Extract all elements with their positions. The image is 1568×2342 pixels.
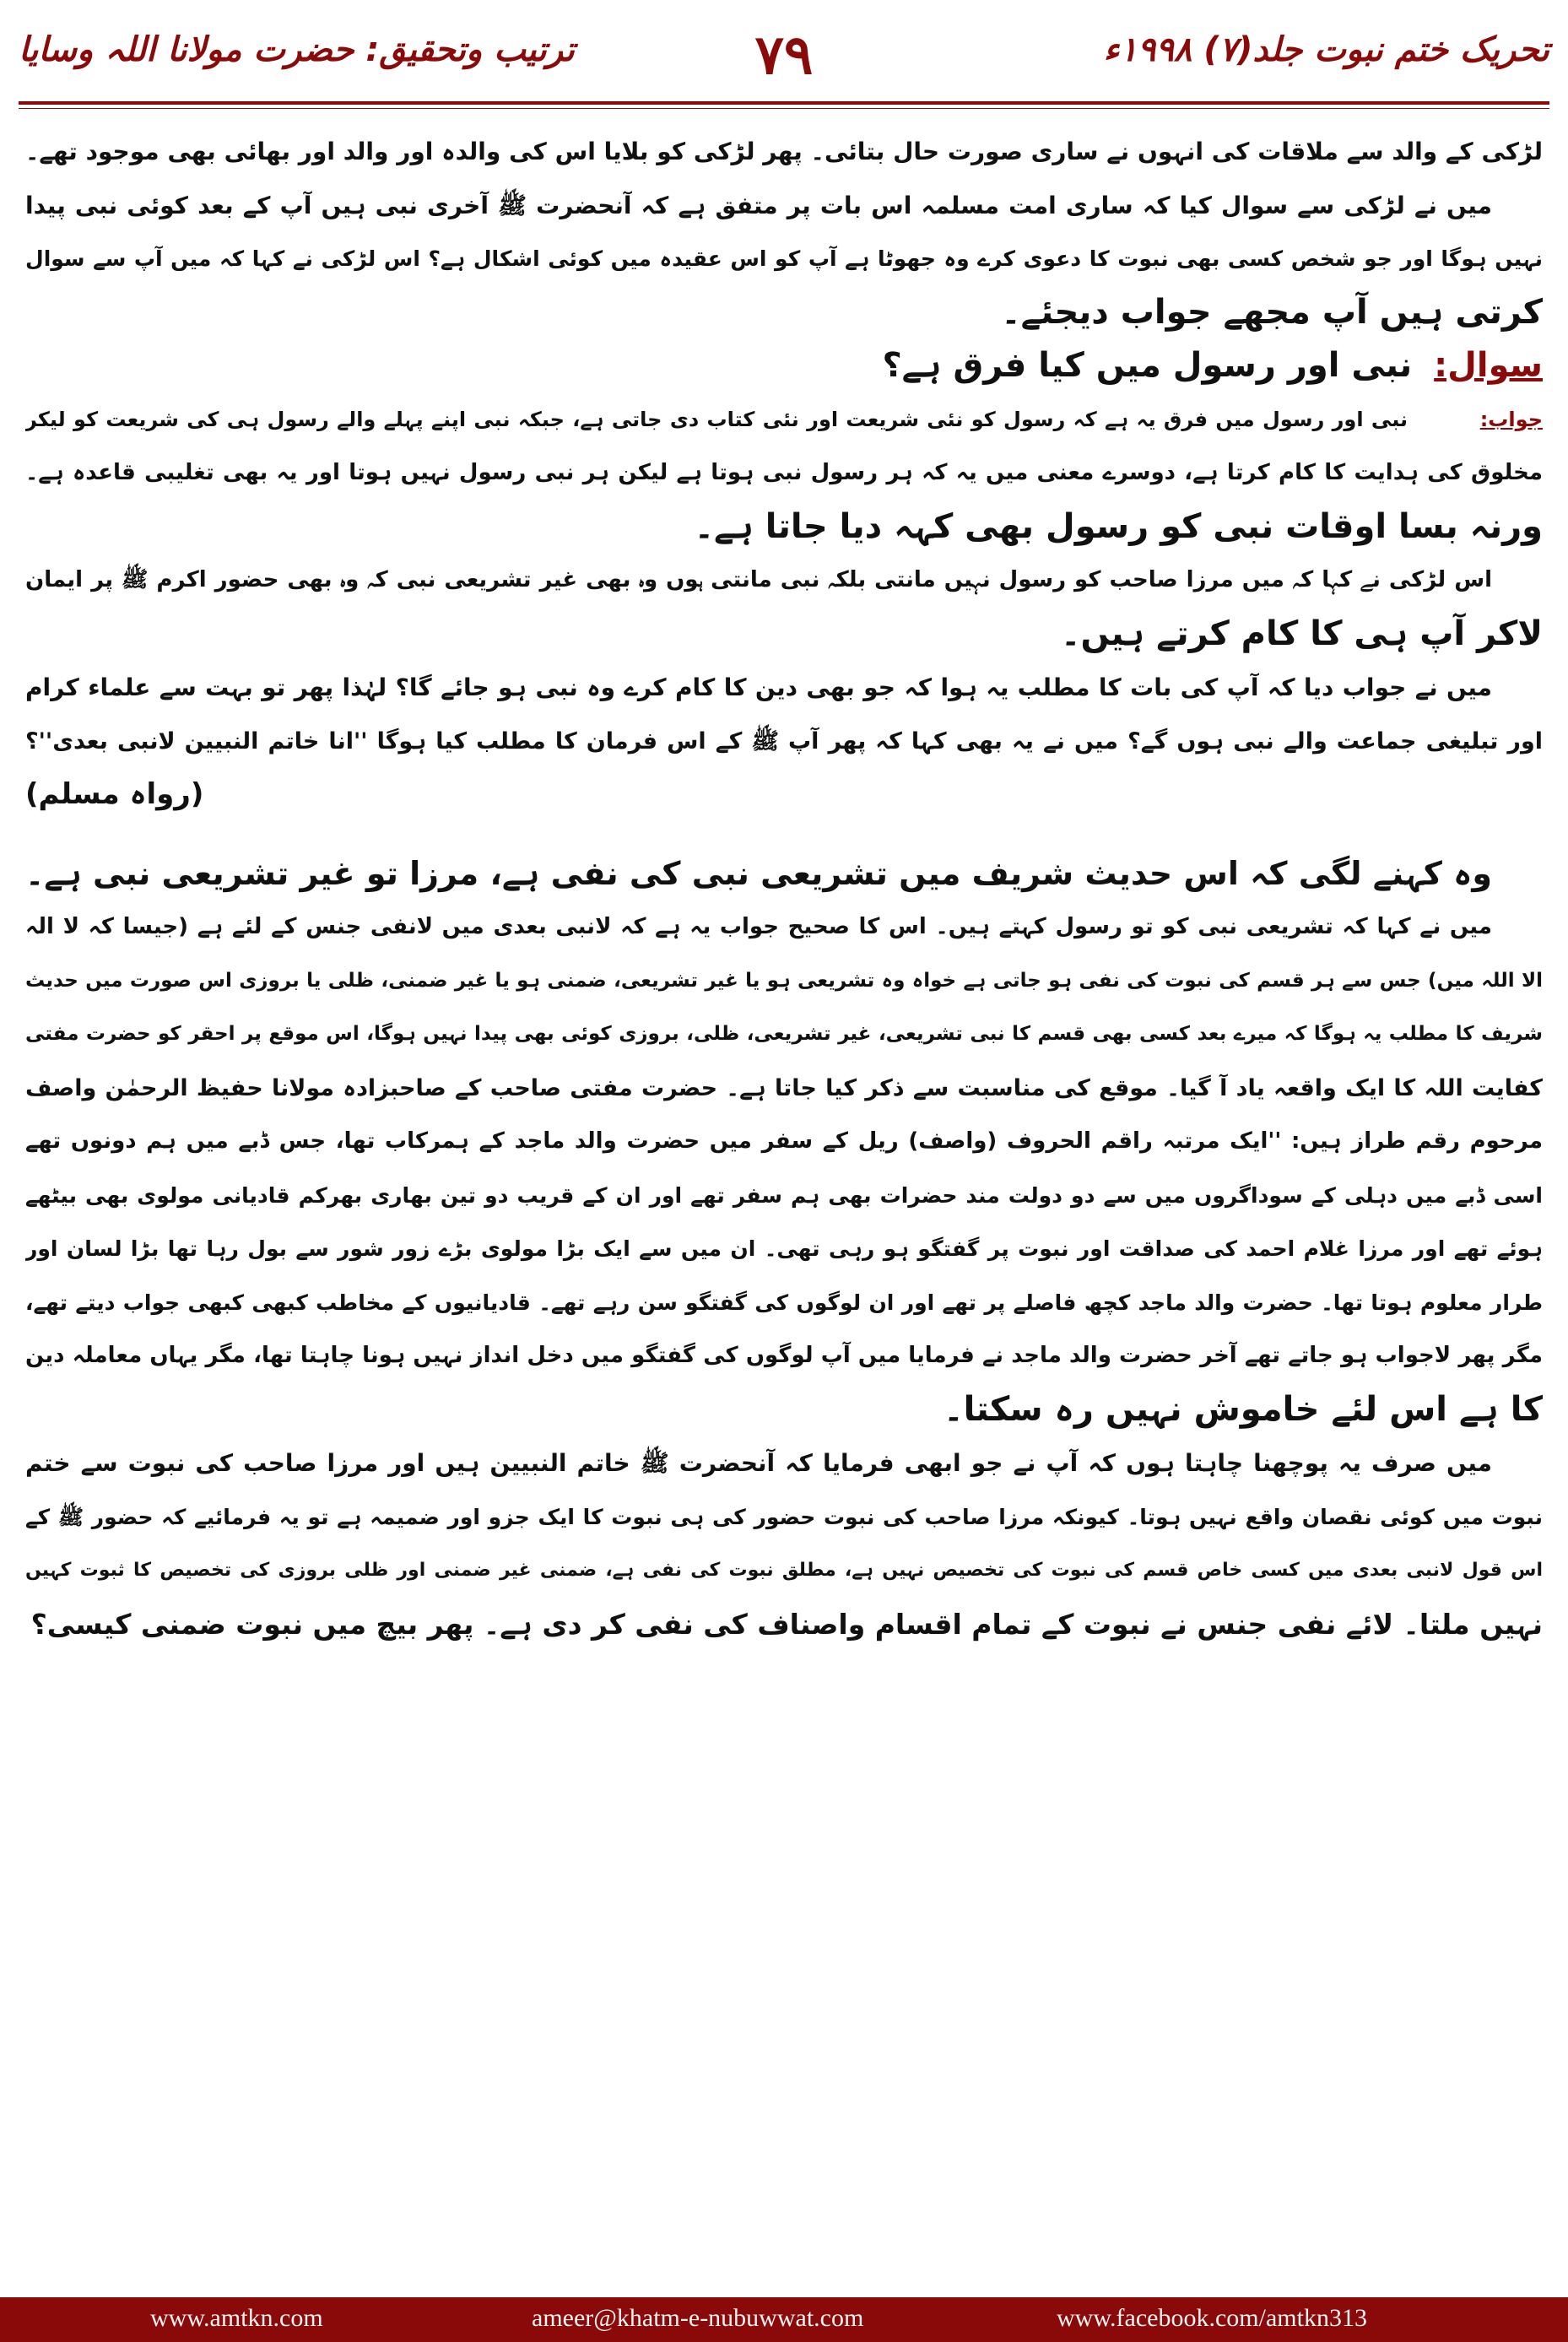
text-line: اس لڑکی نے کہا کہ میں مرزا صاحب کو رسول نہیں مانتی بلکہ نبی مانتی ہوں وہ بھی غیر تشریعی نبی کہ وہ بھی حضور اکرم ﷺ پر ایمان <box>25 567 1492 592</box>
text-line: کرتی ہیں آپ مجھے جواب دیجئے۔ <box>1001 292 1543 332</box>
text-line: نبوت میں کوئی نقصان واقع نہیں ہوتا۔ کیونکہ مرزا صاحب کی نبوت حضور کی ہی نبوت کا ایک جزو اور ضمیمہ ہے تو یہ فرمائیے کہ حضور ﷺ کے <box>25 1504 1543 1529</box>
text-line: ہوئے تھے اور مرزا غلام احمد کی صداقت اور نبوت پر گفتگو ہو رہی تھی۔ ان میں سے ایک بڑا مولوی بڑے زور شور سے بول رہا تھا بڑا لسان اور <box>25 1236 1543 1261</box>
answer-line <box>25 393 1543 447</box>
text-line: اسی ڈبے میں دہلی کے سوداگروں میں سے دو دولت مند حضرات بھی ہم سفر تھے اور ان کے قریب دو تین بھاری بھرکم قادیانی مولوی بھی بیٹھے <box>25 1182 1543 1208</box>
citation: (رواہ مسلم) <box>25 777 204 811</box>
text-line: وہ کہنے لگی کہ اس حدیث شریف میں تشریعی نبی کی نفی ہے، مرزا تو غیر تشریعی نبی ہے۔ <box>25 854 1492 892</box>
text-line: کفایت اللہ کا ایک واقعہ یاد آ گیا۔ موقع کی مناسبت سے ذکر کیا جاتا ہے۔ حضرت مفتی صاحب کے صاحبزادہ مولانا حفیظ الرحمٰن واصف <box>25 1074 1543 1101</box>
text-line: میں نے کہا کہ تشریعی نبی کو تو رسول کہتے ہیں۔ اس کا صحیح جواب یہ ہے کہ لانبی بعدی میں لانفی جنس کے لئے ہے (جیسا کہ لا الہ <box>25 914 1492 939</box>
text-line: لاکر آپ ہی کا کام کرتے ہیں۔ <box>1061 614 1543 653</box>
page-header <box>19 24 1549 91</box>
question-label: سوال: <box>1434 346 1543 385</box>
facebook-link[interactable]: www.facebook.com/amtkn313 <box>1057 2304 1367 2332</box>
header-rule <box>19 101 1549 105</box>
text-line: اور تبلیغی جماعت والے نبی ہوں گے؟ میں نے یہ بھی کہا کہ پھر آپ ﷺ کے اس فرمان کا مطلب کیا ہوگا ''انا خاتم النبیین لانبی بعدی''؟ <box>25 727 1543 755</box>
website-link[interactable]: www.amtkn.com <box>150 2304 323 2332</box>
text-line: کا ہے اس لئے خاموش نہیں رہ سکتا۔ <box>944 1389 1543 1429</box>
article-body <box>25 125 1543 1651</box>
text-line: شریف کا مطلب یہ ہوگا کہ میرے بعد کسی بھی قسم کا نبی تشریعی، غیر تشریعی، ظلی، بروزی کوئی بھی پیدا نہیں ہوگا، اس موقع پر احقر کو حضرت مفتی <box>25 1023 1543 1045</box>
text-line: اس قول لانبی بعدی میں کسی خاص قسم کی نبوت کی تخصیص نہیں ہے، مطلق نبوت کی نفی ہے، ضمنی غیر ضمنی اور ظلی بروزی کی تخصیص کا ثبوت کہیں <box>25 1560 1543 1581</box>
text-line: ورنہ بسا اوقات نبی کو رسول بھی کہہ دیا جاتا ہے۔ <box>694 506 1543 546</box>
series-title: تحریک ختم نبوت جلد(۷) ۱۹۹۸ء <box>1103 30 1549 69</box>
text-line: طرار معلوم ہوتا تھا۔ حضرت والد ماجد کچھ فاصلے پر تھے اور ان لوگوں کی گفتگو سن رہے تھے۔ قادیانیوں کے مخاطب کبھی کبھی جواب دیتے تھے، <box>25 1290 1543 1315</box>
page-number: ۷۹ <box>754 24 814 87</box>
text-line: مگر پھر لاجواب ہو جاتے تھے آخر حضرت والد ماجد نے فرمایا میں آپ لوگوں کی گفتگو میں دخل انداز نہیں ہونا چاہتا تھا، مگر یہاں معاملہ دین <box>25 1343 1543 1368</box>
text-line: مخلوق کی ہدایت کا کام کرتا ہے، دوسرے معنی میں یہ کہ ہر رسول نبی ہوتا ہے لیکن ہر نبی رسول نہیں ہوتا اور یہ بھی تغلیبی قاعدہ ہے۔ <box>25 460 1543 485</box>
text-line: میں صرف یہ پوچھنا چاہتا ہوں کہ آپ نے جو ابھی فرمایا کہ آنحضرت ﷺ خاتم النبیین ہیں اور مرزا صاحب کی نبوت سے ختم <box>25 1449 1492 1477</box>
question-line <box>25 339 1543 393</box>
text-line: لڑکی کے والد سے ملاقات کی انہوں نے ساری صورت حال بتائی۔ پھر لڑکی کو بلایا اس کی والدہ اور والد اور بھائی بھی موجود تھے۔ <box>25 138 1543 165</box>
text-line: میں نے لڑکی سے سوال کیا کہ ساری امت مسلمہ اس بات پر متفق ہے کہ آنحضرت ﷺ آخری نبی ہیں آپ کے بعد کوئی نبی پیدا <box>25 191 1492 219</box>
answer-label: جواب: <box>1479 407 1543 431</box>
footer-bar <box>0 2297 1568 2342</box>
answer-text: نبی اور رسول میں فرق یہ ہے کہ رسول کو نئی شریعت اور نئی کتاب دی جاتی ہے، جبکہ نبی اپنے پہلے والے رسول ہی کی شریعت کو لیکر <box>25 407 1408 431</box>
text-line: الا اللہ میں) جس سے ہر قسم کی نبوت کی نفی ہو جاتی ہے خواہ وہ تشریعی ہو یا غیر تشریعی، ضمنی ہو یا غیر ضمنی، ظلی یا بروزی اس صورت میں حدیث <box>25 969 1543 992</box>
email-link[interactable]: ameer@khatm-e-nubuwwat.com <box>532 2304 864 2332</box>
header-rule-thin <box>19 108 1549 109</box>
text-line: نہیں ہوگا اور جو شخص کسی بھی نبوت کا دعوی کرے وہ جھوٹا ہے آپ کو اس عقیدہ میں کوئی اشکال ہے؟ اس لڑکی نے کہا کہ میں آپ سے سوال <box>25 246 1543 271</box>
text-line: مرحوم رقم طراز ہیں: ''ایک مرتبہ راقم الحروف (واصف) ریل کے سفر میں حضرت والد ماجد کے ہمرکاب تھا، جس ڈبے میں ہم دونوں تھے <box>25 1128 1543 1154</box>
compiler-credit: ترتیب وتحقیق: حضرت مولانا اللہ وسایا <box>19 30 575 69</box>
question-text: نبی اور رسول میں کیا فرق ہے؟ <box>882 346 1413 385</box>
text-line: نہیں ملتا۔ لائے نفی جنس نے نبوت کے تمام اقسام واصناف کی نفی کر دی ہے۔ پھر بیچ میں نبوت ضمنی کیسی؟ <box>30 1607 1543 1641</box>
text-line: میں نے جواب دیا کہ آپ کی بات کا مطلب یہ ہوا کہ جو بھی دین کا کام کرے وہ نبی ہو جائے گا؟ لہٰذا پھر تو بہت سے علماء کرام <box>25 673 1492 701</box>
